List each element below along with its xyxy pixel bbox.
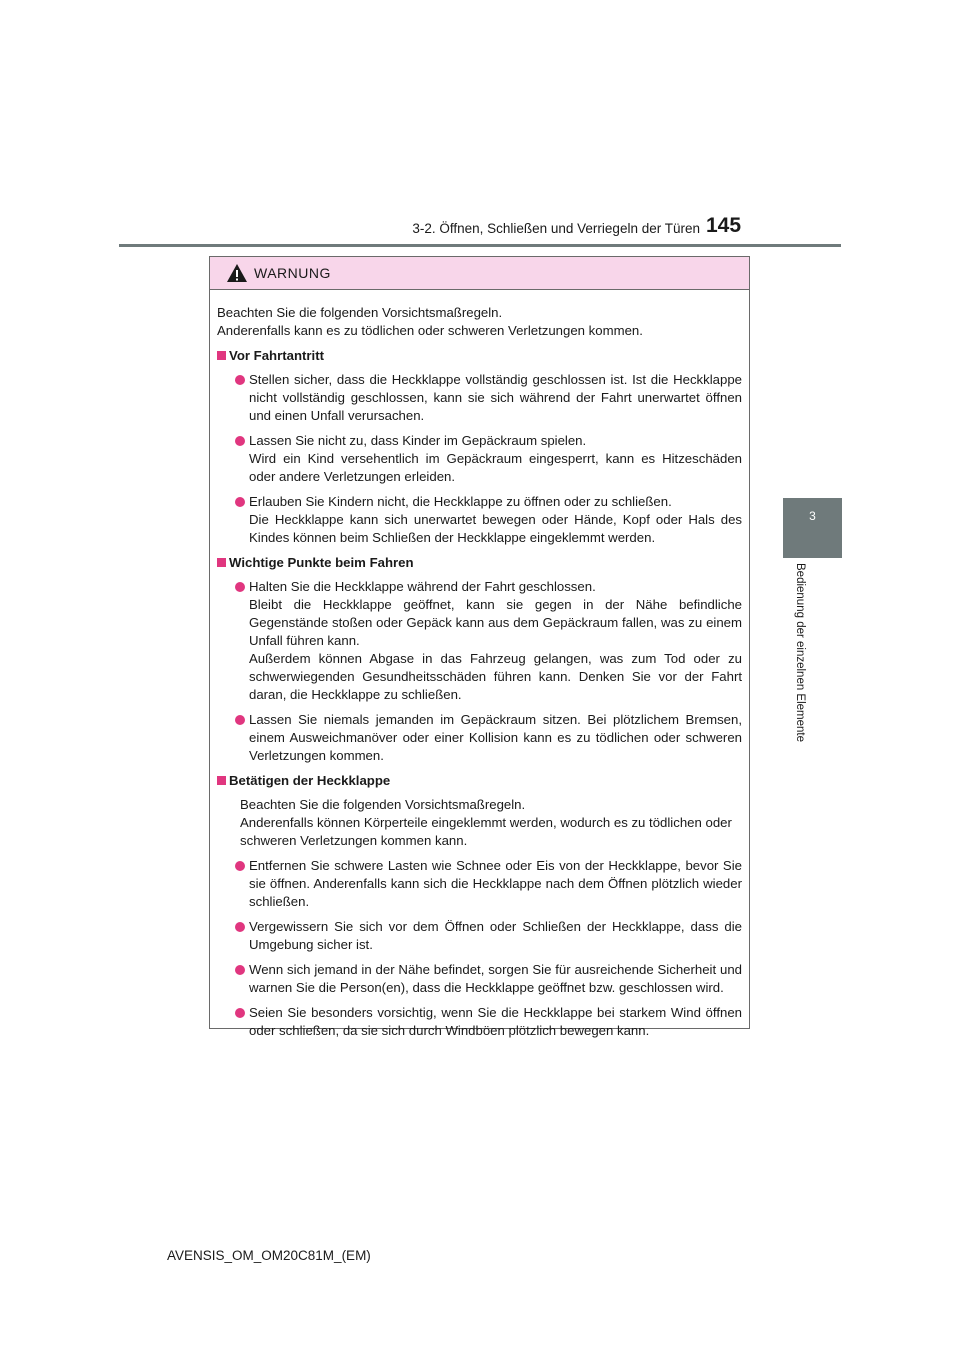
section-heading	[217, 554, 742, 572]
list-item	[217, 432, 742, 486]
warning-header	[210, 257, 749, 290]
chapter-side-label: Bedienung der einzelnen Elemente	[794, 563, 806, 743]
bullet-icon	[235, 965, 245, 975]
item-text: Seien Sie besonders vorsichtig, wenn Sie die Heckklappe bei starkem Wind öffnen oder schließen, da sie sich durch Windböen plötzlich bewegen kann.	[249, 1005, 742, 1038]
bullet-icon	[235, 1008, 245, 1018]
section-intro-line: Beachten Sie die folgenden Vorsichtsmaßregeln.	[240, 797, 526, 812]
item-text: Entfernen Sie schwere Lasten wie Schnee oder Eis von der Heckklappe, bevor Sie sie öffnen. Anderenfalls kann sich die Heckklappe nach dem Öffnen plötzlich wieder schließen.	[249, 858, 742, 909]
item-text: Stellen sicher, dass die Heckklappe vollständig geschlossen ist. Ist die Heckklappe nicht vollständig geschlossen, kann sie sich während der Fahrt unerwartet öffnen und einen Unfall verursachen.	[249, 372, 742, 423]
warning-title: WARNUNG	[254, 265, 331, 281]
list-item	[217, 371, 742, 425]
warning-body	[210, 290, 749, 1040]
section-heading-text: Betätigen der Heckklappe	[229, 773, 391, 788]
bullet-icon	[235, 436, 245, 446]
item-text: Vergewissern Sie sich vor dem Öffnen oder Schließen der Heckklappe, dass die Umgebung sicher ist.	[249, 919, 742, 952]
list-item	[217, 1004, 742, 1040]
item-text: Halten Sie die Heckklappe während der Fahrt geschlossen.	[249, 579, 596, 594]
section-intro-line: Anderenfalls können Körperteile eingeklemmt werden, wodurch es zu tödlichen oder schweren Verletzungen kommen kann.	[240, 815, 732, 848]
document-code: AVENSIS_OM_OM20C81M_(EM)	[167, 1248, 371, 1263]
square-bullet-icon	[217, 776, 226, 785]
item-text: Außerdem können Abgase in das Fahrzeug gelangen, was zum Tod oder zu schwerwiegenden Gesundheitsschäden führen kann. Denken Sie vor der Fahrt daran, die Heckklappe zu schließen.	[249, 651, 742, 702]
warning-intro	[217, 304, 742, 340]
section-wichtige-punkte	[217, 554, 742, 765]
item-text: Die Heckklappe kann sich unerwartet bewegen oder Hände, Kopf oder Hals des Kindes können beim Schließen der Heckklappe eingeklemmt werden.	[249, 512, 742, 545]
chapter-tab-number: 3	[809, 509, 816, 523]
section-betaetigen-heckklappe	[217, 772, 742, 1040]
header-divider	[119, 244, 841, 247]
square-bullet-icon	[217, 558, 226, 567]
bullet-icon	[235, 375, 245, 385]
list-item	[217, 857, 742, 911]
bullet-icon	[235, 715, 245, 725]
item-text: Wenn sich jemand in der Nähe befindet, sorgen Sie für ausreichende Sicherheit und warnen Sie die Person(en), dass die Heckklappe geöffnet bzw. geschlossen wird.	[249, 962, 742, 995]
section-vor-fahrtantritt	[217, 347, 742, 547]
item-text: Lassen Sie nicht zu, dass Kinder im Gepäckraum spielen.	[249, 433, 587, 448]
warning-box	[209, 256, 750, 1038]
list-item	[217, 711, 742, 765]
list-item	[217, 493, 742, 547]
page-number: 145	[706, 214, 742, 237]
list-item	[217, 578, 742, 704]
square-bullet-icon	[217, 351, 226, 360]
list-item	[217, 961, 742, 997]
item-text: Erlauben Sie Kindern nicht, die Heckklappe zu öffnen oder zu schließen.	[249, 494, 672, 509]
section-intro	[217, 796, 742, 850]
bullet-icon	[235, 861, 245, 871]
chapter-tab[interactable]	[783, 498, 842, 558]
bullet-icon	[235, 582, 245, 592]
item-text: Wird ein Kind versehentlich im Gepäckraum eingesperrt, kann es Hitzeschäden oder andere Verletzungen erleiden.	[249, 451, 742, 484]
item-text: Lassen Sie niemals jemanden im Gepäckraum sitzen. Bei plötzlichem Bremsen, einem Ausweichmanöver oder einer Kollision kann es zu tödlichen oder schweren Verletzungen kommen.	[249, 712, 742, 763]
section-heading	[217, 772, 742, 790]
chapter-section-title: 3-2. Öffnen, Schließen und Verriegeln der Türen	[412, 221, 700, 236]
intro-line: Beachten Sie die folgenden Vorsichtsmaßregeln.	[217, 305, 503, 320]
section-heading-text: Vor Fahrtantritt	[229, 348, 324, 363]
bullet-icon	[235, 922, 245, 932]
list-item	[217, 918, 742, 954]
warning-triangle-icon	[226, 263, 248, 283]
section-heading	[217, 347, 742, 365]
bullet-icon	[235, 497, 245, 507]
item-text: Bleibt die Heckklappe geöffnet, kann sie gegen in der Nähe befindliche Gegenstände stoßen oder Gepäck kann aus dem Gepäckraum fallen, was zu einem Unfall führen kann.	[249, 597, 742, 648]
intro-line: Anderenfalls kann es zu tödlichen oder schweren Verletzungen kommen.	[217, 323, 643, 338]
section-heading-text: Wichtige Punkte beim Fahren	[229, 555, 414, 570]
